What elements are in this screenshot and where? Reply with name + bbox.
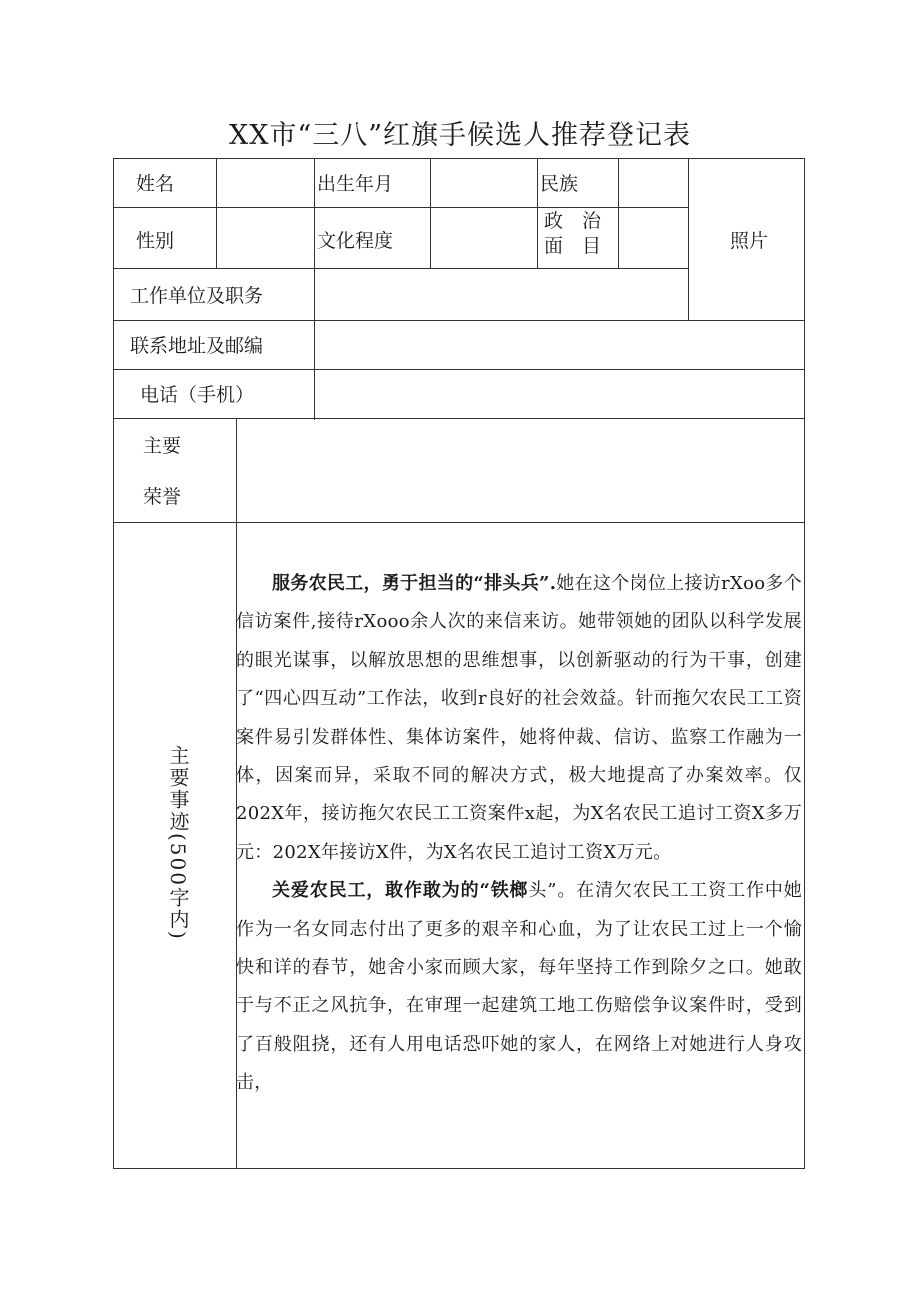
- honors-label-line1: 主要: [143, 435, 182, 457]
- main-deeds-label: 主要事迹(500字内): [166, 745, 190, 941]
- political-status-label-line1: 政 治: [544, 210, 602, 232]
- gender-label: 性别: [136, 230, 175, 252]
- photo-placeholder[interactable]: 照片: [730, 230, 769, 252]
- political-status-label-line2: 面 目: [544, 235, 602, 257]
- form-title: XX市“三八”红旗手候选人推荐登记表: [228, 120, 692, 151]
- deeds-paragraph: [236, 565, 802, 872]
- deeds-paragraph-heading: 服务农民工，勇于担当的“排头兵”.: [272, 573, 557, 594]
- honors-label-line2: 荣誉: [143, 486, 182, 508]
- education-label: 文化程度: [317, 230, 394, 252]
- deeds-paragraph-body: 头”。在清欠农民工工资工作中她作为一名女同志付出了更多的艰辛和心血，为了让农民工过上一个愉快和详的春节，她舍小家而顾大家，每年坚持工作到除夕之口。她敢于与不正之风抗争，在审理一起建筑工地工伤赔偿争议案件时，受到了百般阻挠，还有人用电话恐吓她的家人，在网络上对她进行人身攻击，: [236, 880, 802, 1094]
- work-unit-label: 工作单位及职务: [130, 285, 264, 307]
- name-label: 姓名: [136, 173, 175, 195]
- address-label: 联系地址及邮编: [130, 335, 264, 357]
- deeds-paragraph: [236, 872, 802, 1102]
- ethnicity-label: 民族: [540, 173, 579, 195]
- deeds-paragraph-body: 她在这个岗位上接访rXoo多个信访案件,接待rXooo余人次的来信来访。她带领她的团队以科学发展的眼光谋事，以解放思想的思维想事，以创新驱动的行为干事，创建了“四心四互动”工作法，收到r良好的社会效益。针而拖欠农民工工资案件易引发群体性、集体访案件，她将仲裁、信访、监察工作融为一体，因案而异，采取不同的解决方式，极大地提高了办案效率。仅202X年，接访拖欠农民工工资案件x起，为X名农民工追讨工资X多万元：202X年接访X件，为X名农民工追讨工资X万元。: [236, 573, 803, 863]
- birth-date-label: 出生年月: [317, 173, 394, 195]
- phone-label: 电话（手机）: [140, 384, 255, 406]
- main-deeds-text[interactable]: [236, 565, 802, 1103]
- deeds-paragraph-heading: 关爱农民工，敢作敢为的“铁榔: [272, 880, 529, 902]
